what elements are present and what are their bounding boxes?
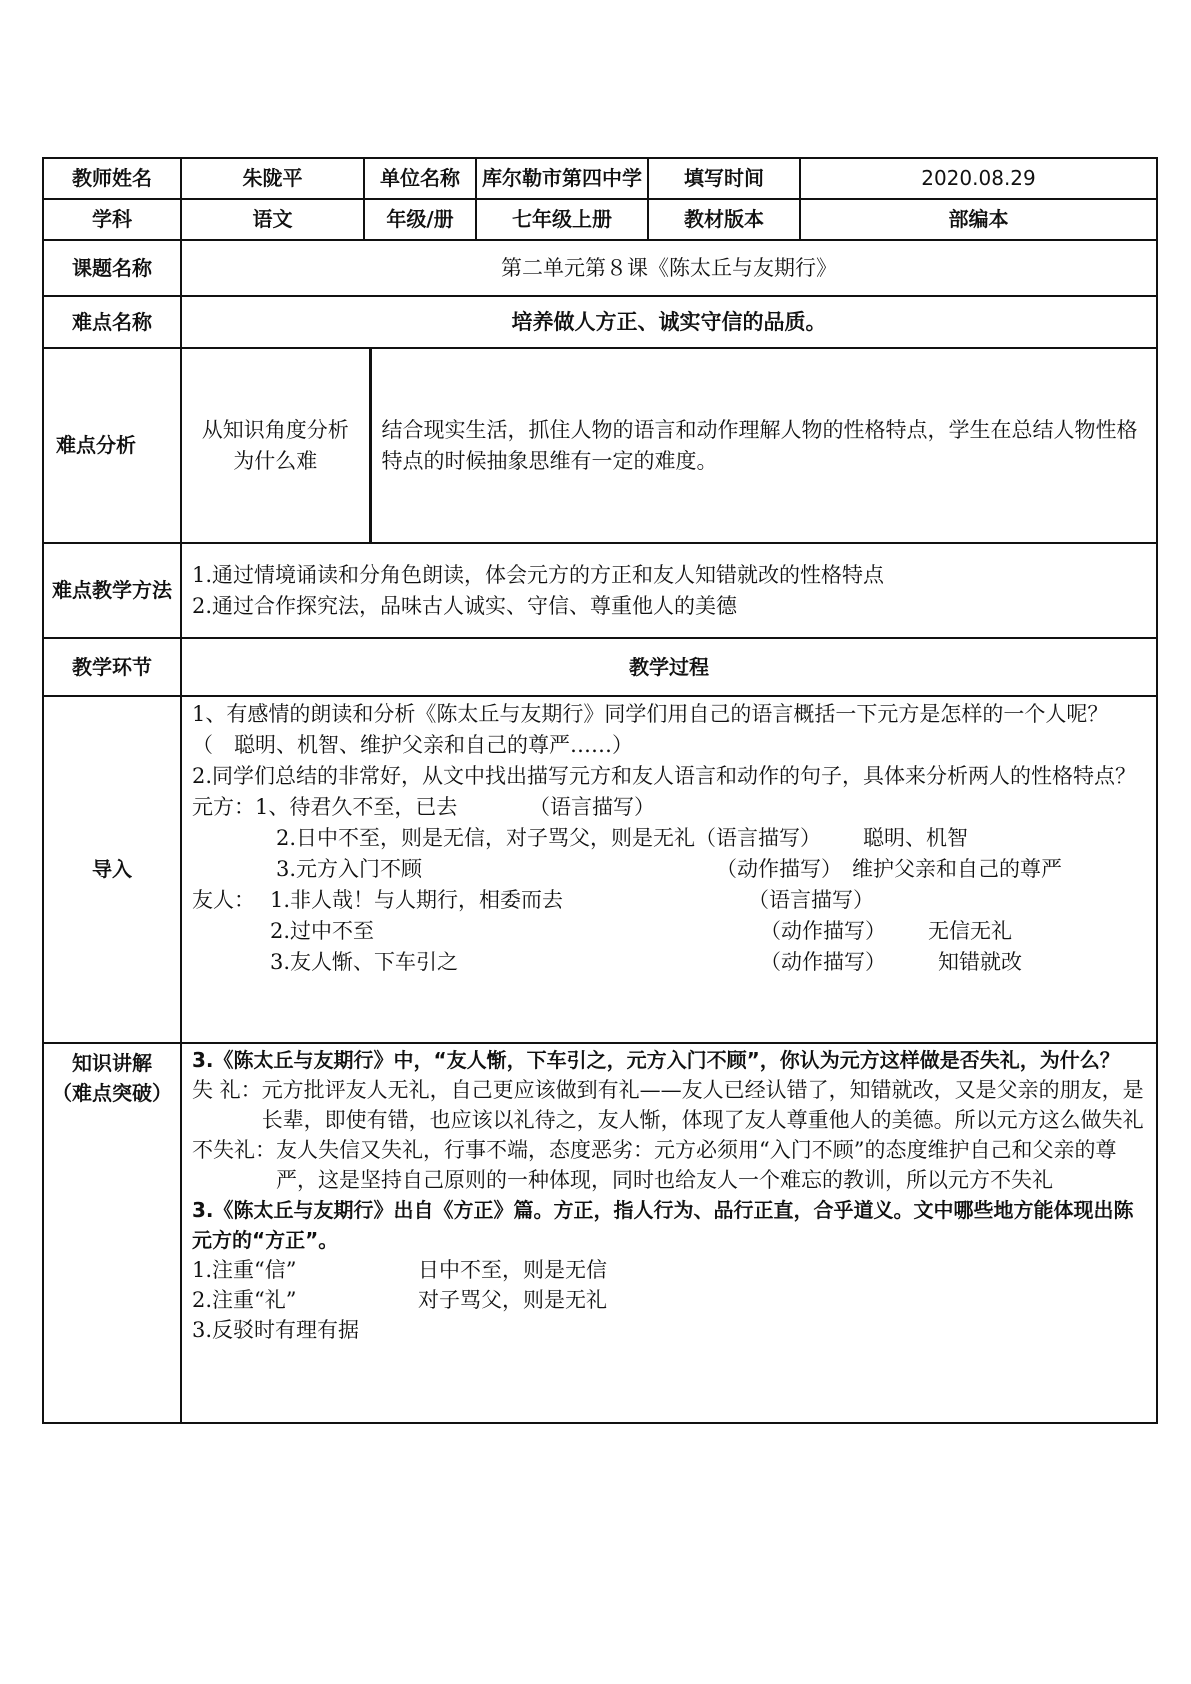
fill-date-label: 填写时间 — [648, 158, 800, 199]
grade-label: 年级/册 — [364, 199, 476, 240]
knowledge-row — [43, 1043, 1157, 1423]
header-row-1 — [43, 158, 1157, 199]
method-label: 难点教学方法 — [43, 543, 181, 638]
intro-row — [43, 696, 1157, 1043]
process-header-value: 教学过程 — [181, 638, 1157, 696]
yuanfang-text-1: 1、待君久不至，已去 — [255, 795, 458, 819]
intro-label: 导入 — [43, 696, 181, 1043]
difficulty-label: 难点名称 — [43, 296, 181, 348]
friend-name: 友人： — [192, 888, 255, 912]
point-2-a: 2.注重“礼” — [192, 1288, 297, 1312]
intro-content — [181, 696, 1157, 1043]
knowledge-label-line-1: 知识讲解 — [72, 1051, 152, 1075]
intro-answer-1: （ 聪明、机智、维护父亲和自己的尊严……） — [192, 733, 633, 757]
friend-line-1 — [192, 885, 1146, 916]
point-1-a: 1.注重“信” — [192, 1258, 297, 1282]
knowledge-content — [181, 1043, 1157, 1423]
point-3 — [192, 1315, 1146, 1345]
difficulty-row — [43, 296, 1157, 348]
difficulty-value: 培养做人方正、诚实守信的品质。 — [181, 296, 1157, 348]
friend-text-1: 1.非人哉！与人期行，相委而去 — [270, 888, 564, 912]
process-header-label: 教学环节 — [43, 638, 181, 696]
yuanfang-name: 元方： — [192, 795, 255, 819]
point-2-b: 对子骂父，则是无礼 — [418, 1288, 607, 1312]
unit-name-value: 库尔勒市第四中学 — [476, 158, 648, 199]
yuanfang-line-2 — [192, 823, 1146, 854]
point-2 — [192, 1285, 1146, 1315]
method-row — [43, 543, 1157, 638]
point-1-b: 日中不至，则是无信 — [418, 1258, 607, 1282]
header-row-2 — [43, 199, 1157, 240]
yuanfang-text-2: 2.日中不至，则是无信，对子骂父，则是无礼 — [276, 826, 696, 850]
yuanfang-trait-2: 聪明、机智 — [863, 826, 969, 850]
shili-text: 元方批评友人无礼，自己更应该做到有礼——友人已经认错了，知错就改，又是父亲的朋友，是长辈，即使有错，也应该以礼待之，友人惭，体现了友人尊重他人的美德。所以元方这么做失礼 — [261, 1078, 1144, 1132]
topic-label: 课题名称 — [43, 240, 181, 296]
yuanfang-type-1: （语言描写） — [529, 795, 655, 819]
analysis-row — [43, 348, 1157, 543]
analysis-text: 结合现实生活，抓住人物的语言和动作理解人物的性格特点，学生在总结人物性格特点的时候抽象思维有一定的难度。 — [370, 349, 1156, 542]
process-header-row — [43, 638, 1157, 696]
yuanfang-type-2: （语言描写） — [695, 826, 822, 850]
method-item: 1.通过情境诵读和分角色朗读，体会元方的方正和友人知错就改的性格特点 — [192, 562, 885, 587]
textbook-version-value: 部编本 — [800, 199, 1157, 240]
yuanfang-type-3: （动作描写） — [716, 857, 842, 881]
subject-value: 语文 — [181, 199, 364, 240]
yuanfang-line-1 — [192, 792, 1146, 823]
intro-question-1: 1、有感情的朗读和分析《陈太丘与友期行》同学们用自己的语言概括一下元方是怎样的一个人呢？ — [192, 702, 1109, 726]
bushili-label: 不失礼： — [192, 1138, 276, 1162]
lesson-plan-table — [42, 157, 1156, 1424]
shili-label: 失 礼： — [192, 1078, 262, 1102]
friend-line-2 — [192, 916, 1146, 947]
friend-trait-3: 知错就改 — [938, 950, 1022, 974]
friend-type-3: （动作描写） — [760, 950, 886, 974]
point-3-a: 3.反驳时有理有据 — [192, 1318, 360, 1342]
friend-text-3: 3.友人惭、下车引之 — [270, 950, 459, 974]
shili-block — [192, 1075, 1146, 1135]
intro-question-2: 2.同学们总结的非常好，从文中找出描写元方和友人语言和动作的句子，具体来分析两人的性格特点？ — [192, 764, 1137, 788]
point-1 — [192, 1255, 1146, 1285]
knowledge-label — [43, 1043, 181, 1423]
method-content — [181, 543, 1157, 638]
bushili-text: 友人失信又失礼，行事不端，态度恶劣：元方必须用“入门不顾”的态度维护自己和父亲的尊严，这是坚持自己原则的一种体现，同时也给友人一个难忘的教训，所以元方不失礼 — [276, 1138, 1117, 1192]
knowledge-label-line-2: （难点突破） — [52, 1081, 172, 1105]
textbook-version-label: 教材版本 — [648, 199, 800, 240]
unit-name-label: 单位名称 — [364, 158, 476, 199]
friend-type-1: （语言描写） — [748, 888, 874, 912]
friend-line-3 — [192, 947, 1146, 978]
method-item: 2.通过合作探究法，品味古人诚实、守信、尊重他人的美德 — [192, 593, 738, 618]
analysis-label: 难点分析 — [43, 348, 181, 543]
bushili-block — [192, 1135, 1146, 1195]
teacher-name-label: 教师姓名 — [43, 158, 181, 199]
friend-trait-2: 无信无礼 — [928, 919, 1012, 943]
friend-type-2: （动作描写） — [760, 919, 886, 943]
friend-text-2: 2.过中不至 — [270, 919, 375, 943]
knowledge-question-2: 3.《陈太丘与友期行》出自《方正》篇。方正，指人行为、品行正直，合乎道义。文中哪些地方能体现出陈元方的“方正”。 — [192, 1198, 1134, 1252]
yuanfang-text-3: 3.元方入门不顾 — [276, 857, 423, 881]
analysis-sub-label: 从知识角度分析为什么难 — [201, 417, 349, 473]
yuanfang-trait-3: 维护父亲和自己的尊严 — [852, 857, 1062, 881]
knowledge-question-1: 3.《陈太丘与友期行》中，“友人惭，下车引之，元方入门不顾”，你认为元方这样做是否失礼，为什么？ — [192, 1048, 1120, 1072]
teacher-name-value: 朱陇平 — [181, 158, 364, 199]
subject-label: 学科 — [43, 199, 181, 240]
topic-value: 第二单元第８课《陈太丘与友期行》 — [181, 240, 1157, 296]
fill-date-value: 2020.08.29 — [800, 158, 1157, 199]
grade-value: 七年级上册 — [476, 199, 648, 240]
topic-row — [43, 240, 1157, 296]
